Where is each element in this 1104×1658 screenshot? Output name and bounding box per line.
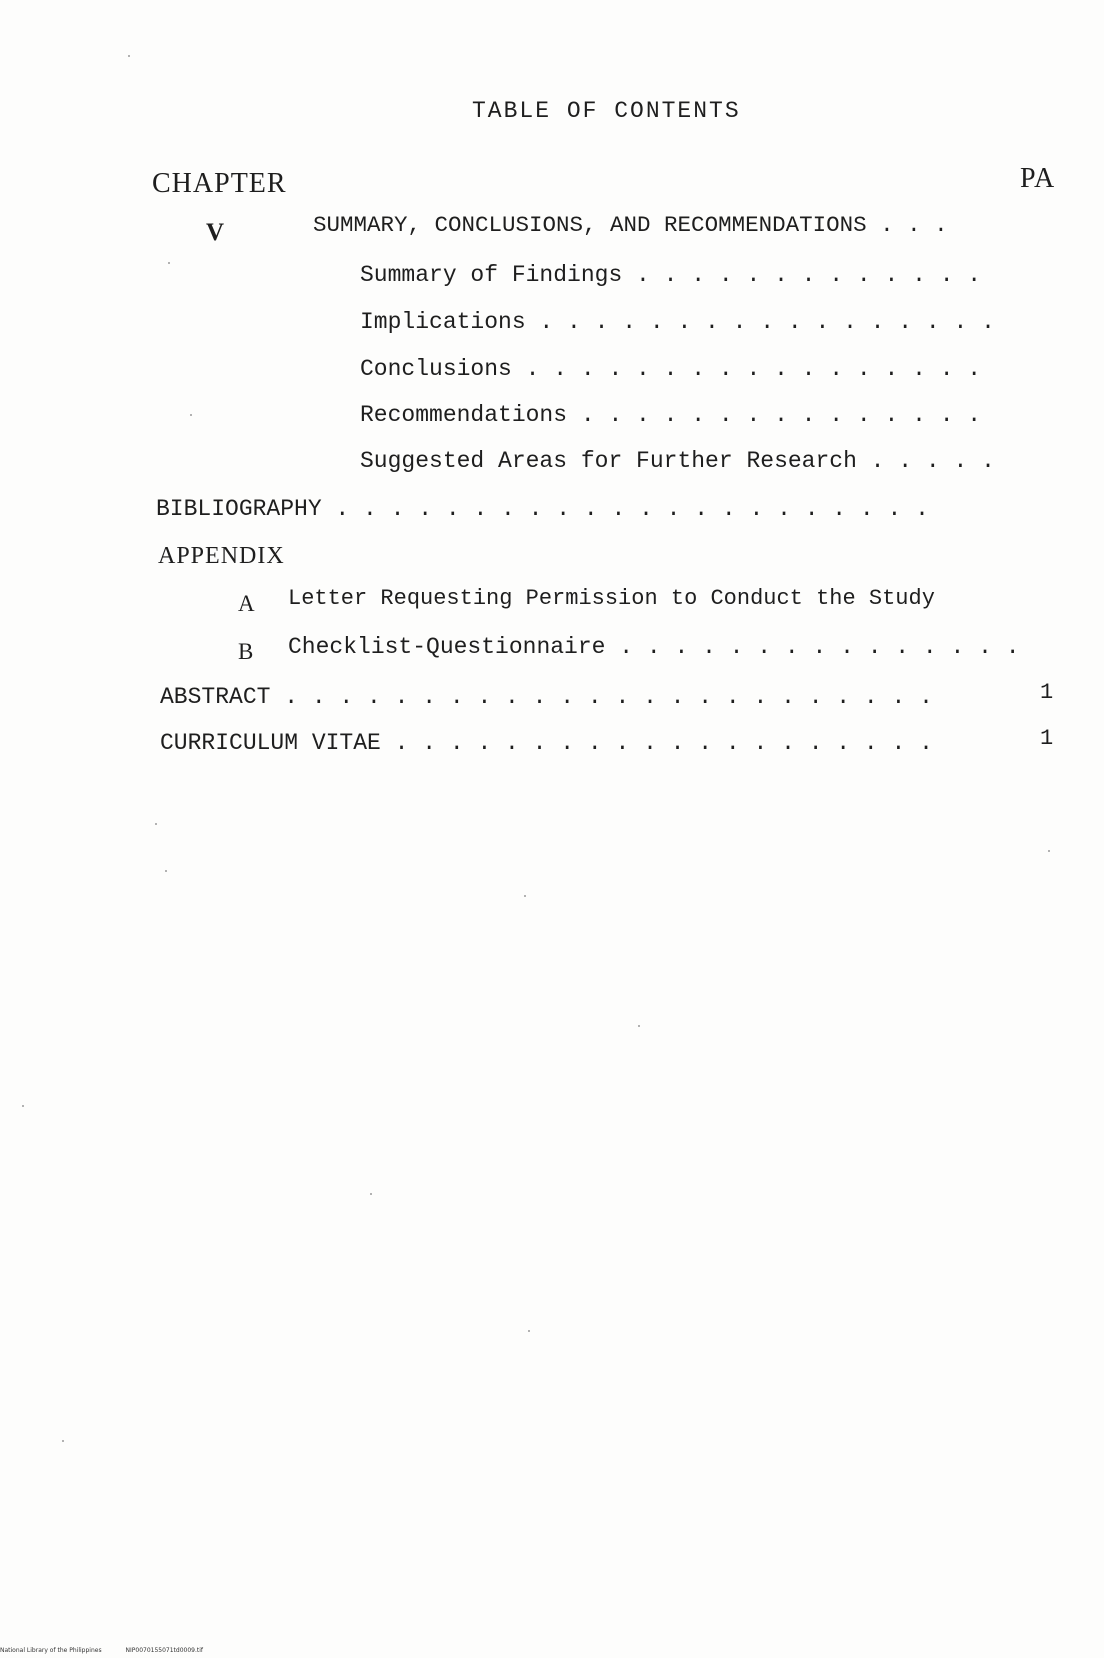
appendix-heading: APPENDIX bbox=[158, 543, 285, 569]
section-entry: Recommendations . . . . . . . . . . . . . . . bbox=[360, 402, 982, 428]
scan-speck bbox=[370, 1193, 372, 1195]
page-title: TABLE OF CONTENTS bbox=[472, 98, 741, 124]
scan-speck bbox=[524, 895, 526, 897]
section-entry: Summary of Findings . . . . . . . . . . . . . bbox=[360, 262, 982, 288]
footer-library: National Library of the Philippines bbox=[0, 1647, 102, 1654]
appendix-item: Checklist-Questionnaire . . . . . . . . . . . . . . . bbox=[288, 634, 1020, 660]
chapter-title: SUMMARY, CONCLUSIONS, AND RECOMMENDATIONS . . . bbox=[313, 212, 948, 238]
scan-speck bbox=[1048, 850, 1050, 852]
page-column-heading: PA bbox=[1020, 163, 1056, 194]
curriculum-vitae-entry: CURRICULUM VITAE . . . . . . . . . . . . . . . . . . . . bbox=[160, 730, 933, 756]
section-entry: Suggested Areas for Further Research . . . . . bbox=[360, 448, 995, 474]
scan-speck bbox=[528, 1330, 530, 1332]
section-entry: Conclusions . . . . . . . . . . . . . . . . . bbox=[360, 356, 982, 382]
scan-speck bbox=[168, 262, 170, 264]
scan-speck bbox=[638, 1025, 640, 1027]
scan-speck bbox=[128, 55, 130, 57]
scan-speck bbox=[190, 414, 192, 416]
chapter-column-heading: CHAPTER bbox=[152, 168, 287, 199]
scan-footer bbox=[0, 1647, 225, 1654]
scan-speck bbox=[62, 1440, 64, 1442]
appendix-item: Letter Requesting Permission to Conduct the Study bbox=[288, 586, 935, 611]
section-entry: Implications . . . . . . . . . . . . . . . . . bbox=[360, 309, 995, 335]
page-number: 1 bbox=[1040, 680, 1054, 705]
footer-file: NIP0070155071td0009.tif bbox=[125, 1647, 204, 1654]
appendix-letter: B bbox=[238, 639, 255, 664]
page-number: 1 bbox=[1040, 726, 1054, 751]
bibliography-entry: BIBLIOGRAPHY . . . . . . . . . . . . . . . . . . . . . . bbox=[156, 496, 929, 522]
abstract-entry: ABSTRACT . . . . . . . . . . . . . . . . . . . . . . . . bbox=[160, 684, 933, 710]
appendix-letter: A bbox=[238, 591, 256, 616]
scan-speck bbox=[22, 1105, 24, 1107]
scan-speck bbox=[155, 823, 157, 825]
scan-speck bbox=[165, 870, 167, 872]
chapter-numeral: V bbox=[206, 219, 226, 246]
